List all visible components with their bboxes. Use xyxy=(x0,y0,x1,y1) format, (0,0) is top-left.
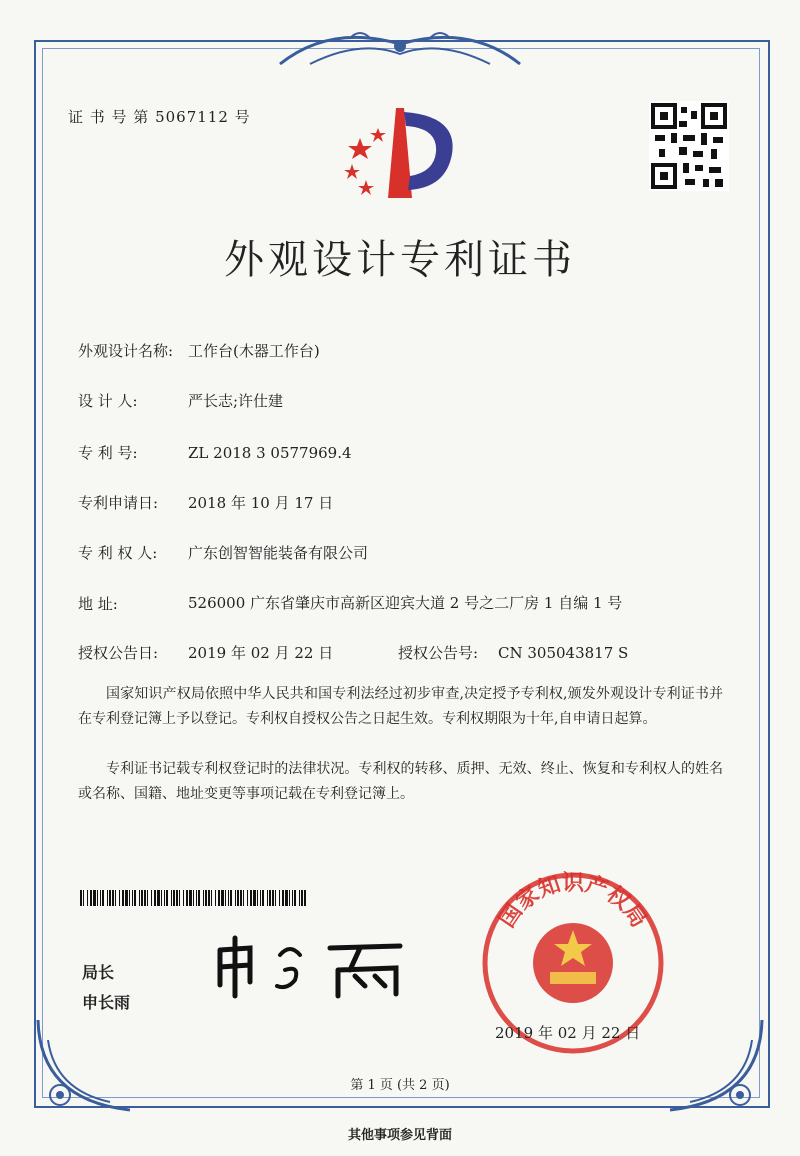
footer-note: 其他事项参见背面 xyxy=(347,1128,452,1143)
top-ornament xyxy=(270,24,530,74)
field-filing-date xyxy=(78,492,333,513)
barcode-icon xyxy=(80,890,308,906)
field-value: 严长志;许仕建 xyxy=(188,392,284,410)
field-value: 2019 年 02 月 22 日 xyxy=(188,644,334,662)
field-label: 地 址: xyxy=(78,595,118,613)
field-designer xyxy=(78,390,283,411)
field-label: 授权公告号: xyxy=(398,644,479,662)
director-name: 申长雨 xyxy=(82,993,131,1012)
address-value: 526000 广东省肇庆市高新区迎宾大道 2 号之二厂房 1 自编 1 号 xyxy=(188,594,623,612)
corner-ornament-bottom-left xyxy=(30,1010,140,1120)
field-label: 专利申请日: xyxy=(78,494,159,512)
field-label: 外观设计名称: xyxy=(78,342,174,360)
field-value: 工作台(木器工作台) xyxy=(188,342,320,360)
field-value: 广东创智智能装备有限公司 xyxy=(188,544,369,562)
field-label: 专 利 号: xyxy=(78,444,138,462)
director-signature-icon xyxy=(210,930,410,1000)
field-address xyxy=(78,593,188,614)
field-patentee xyxy=(78,542,368,563)
field-label: 设 计 人: xyxy=(78,392,138,410)
field-label: 授权公告日: xyxy=(78,644,159,662)
seal-date: 2019 年 02 月 22 日 xyxy=(495,1024,641,1042)
corner-ornament-bottom-right xyxy=(660,1010,770,1120)
field-value: 2018 年 10 月 17 日 xyxy=(188,494,334,512)
qr-code-icon xyxy=(649,101,729,191)
patent-office-logo-icon xyxy=(330,98,470,208)
statement-paragraph-2: 专利证书记载专利权登记时的法律状况。专利权的转移、质押、无效、终止、恢复和专利权人的姓名或名称、国籍、地址变更等事项记载在专利登记簿上。 xyxy=(78,761,723,802)
page-number: 第 1 页 (共 2 页) xyxy=(350,1078,450,1093)
field-patent-no xyxy=(78,442,352,463)
seal-text: 国家知识产权局 xyxy=(494,871,652,933)
field-grant-date xyxy=(78,642,333,663)
field-grant-no xyxy=(398,642,628,663)
certificate-number: 证 书 号 第 5067112 号 xyxy=(68,108,251,126)
field-design-name xyxy=(78,340,320,361)
certificate-title: 外观设计专利证书 xyxy=(224,237,576,283)
field-value: ZL 2018 3 0577969.4 xyxy=(188,444,352,462)
statement-paragraph-1: 国家知识产权局依照中华人民共和国专利法经过初步审查,决定授予专利权,颁发外观设计专利证书并在专利登记簿上予以登记。专利权自授权公告之日起生效。专利权期限为十年,自申请日起算。 xyxy=(78,686,723,727)
field-label: 专 利 权 人: xyxy=(78,544,158,562)
director-title: 局长 xyxy=(82,963,115,982)
field-value: CN 305043817 S xyxy=(498,644,629,662)
